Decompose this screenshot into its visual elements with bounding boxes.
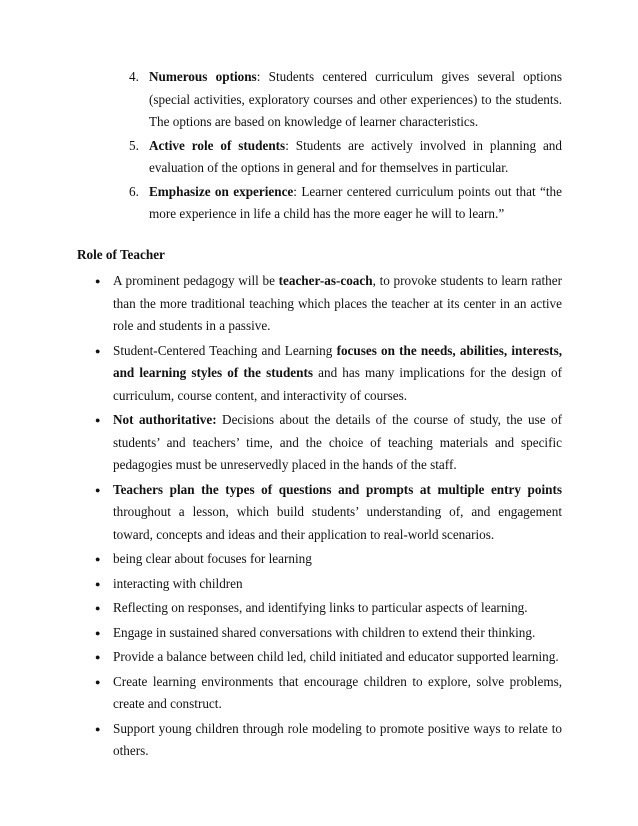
section-heading: Role of Teacher: [77, 246, 165, 262]
bullet-text: Support young children through role modeling to promote positive ways to relate to others.: [113, 720, 562, 758]
bullet-text-pre: Student-Centered Teaching and Learning: [113, 342, 337, 358]
bullet-item: [95, 409, 562, 477]
bullet-item: [95, 340, 562, 408]
item-number: 6.: [129, 183, 139, 199]
bullet-item: [95, 479, 562, 547]
bullet-text-bold: Not authoritative:: [113, 412, 217, 427]
item-bold-label: Active role of students: [149, 137, 286, 153]
bullet-text: [113, 270, 562, 338]
item-text: [149, 135, 562, 180]
bullet-item: [95, 573, 562, 596]
bullet-icon: ●: [95, 652, 101, 662]
numbered-list: [77, 66, 562, 226]
bullet-icon: ●: [95, 578, 101, 589]
item-text: [149, 66, 562, 134]
bullet-item: [95, 622, 562, 645]
item-description: : Learner centered curriculum points out that “the more experience in life a child has the more eager he will to learn.”: [149, 183, 562, 221]
bullet-item: [95, 718, 562, 763]
bullet-icon: ●: [95, 276, 101, 286]
bullet-text: [113, 340, 562, 408]
bullet-text: Reflecting on responses, and identifying links to particular aspects of learning.: [113, 600, 528, 615]
item-description: : Students centered curriculum gives several options (special activities, exploratory courses and other experiences) to the students. The options are based on knowledge of learner characteristics.: [149, 69, 562, 129]
item-bold-label: Emphasize on experience: [149, 183, 294, 199]
bullet-item: [95, 597, 562, 620]
bullet-text-post: Decisions about the details of the course of study, the use of students’ and teachers’ time, and the choice of teaching materials and specific pedagogies must be unreservedly placed in the hands of the staff.: [113, 412, 562, 472]
bullet-icon: ●: [95, 415, 101, 425]
bullet-text-bold: focuses on the needs, abilities, interests, and learning styles of the students: [113, 342, 562, 380]
bullet-text-post: throughout a lesson, which build students’ understanding of, and engagement toward, concepts and ideas and their application to real-world scenarios.: [113, 504, 562, 542]
bullet-item: [95, 270, 562, 338]
item-number: 4.: [129, 69, 139, 84]
bullet-text: [113, 479, 562, 547]
bullet-text-post: and has many implications for the design of curriculum, course content, and interactivity of courses.: [113, 365, 562, 403]
bullet-icon: ●: [95, 627, 101, 638]
item-number: 5.: [129, 137, 139, 153]
numbered-item: [129, 181, 562, 226]
bullet-text: Engage in sustained shared conversations with children to extend their thinking.: [113, 624, 536, 640]
bullet-text: Create learning environments that encourage children to explore, solve problems, create and construct.: [113, 673, 562, 711]
bullet-text-pre: A prominent pedagogy will be: [113, 273, 279, 288]
bullet-text-post: , to provoke students to learn rather than the more traditional teaching which places the teacher at its center in an active role and students in a passive.: [113, 273, 562, 333]
bullet-text: [113, 409, 562, 477]
bullet-icon: ●: [95, 723, 101, 734]
bullet-icon: ●: [95, 603, 101, 613]
bullet-text: interacting with children: [113, 575, 243, 591]
bullet-icon: ●: [95, 676, 101, 687]
bullet-text-bold: Teachers plan the types of questions and prompts at multiple entry points: [113, 481, 562, 497]
bullet-icon: ●: [95, 345, 101, 356]
item-text: [149, 181, 562, 226]
bullet-item: [95, 548, 562, 571]
bullet-text: being clear about focuses for learning: [113, 551, 312, 566]
numbered-item: [129, 66, 562, 134]
bullet-item: [95, 646, 562, 669]
numbered-item: [129, 135, 562, 180]
item-description: : Students are actively involved in planning and evaluation of the options in general and for themselves in particular.: [149, 137, 562, 175]
bullet-text-bold: teacher-as-coach: [278, 273, 373, 288]
bullet-text: Provide a balance between child led, child initiated and educator supported learning.: [113, 649, 559, 664]
bullet-item: [95, 671, 562, 716]
item-bold-label: Numerous options: [149, 69, 257, 84]
bullet-icon: ●: [95, 484, 101, 495]
bullet-icon: ●: [95, 554, 101, 564]
bullet-list: [77, 270, 562, 763]
